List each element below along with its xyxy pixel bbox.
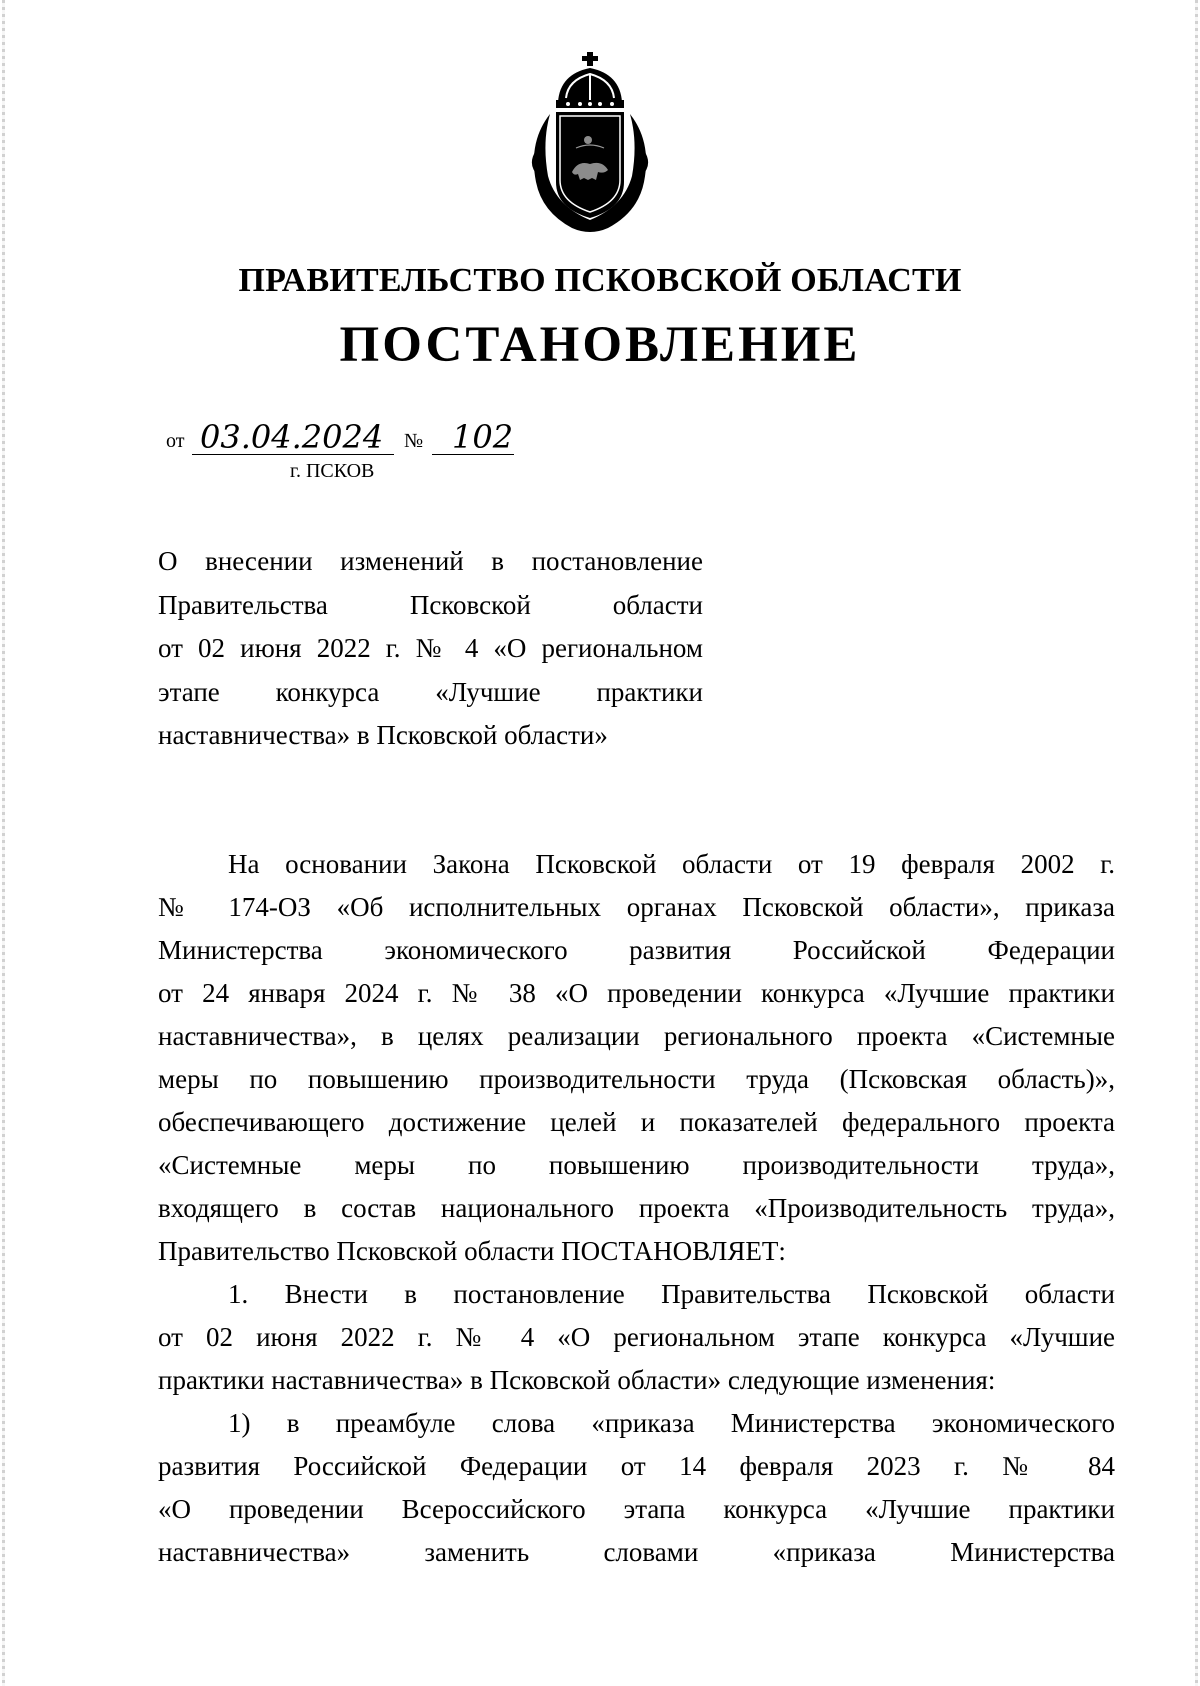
- subject-line: от 02 июня 2022 г. № 4 «О региональном: [158, 633, 703, 663]
- document-type-title: ПОСТАНОВЛЕНИЕ: [339, 317, 861, 373]
- number-prefix: №: [404, 430, 424, 452]
- body-line: «О проведении Всероссийского этапа конкурса «Лучшие практики: [158, 1494, 1115, 1524]
- date-underline: [192, 454, 394, 455]
- coat-of-arms-icon: [528, 52, 652, 236]
- city-label: г. ПСКОВ: [290, 460, 375, 482]
- body-line: «Системные меры по повышению производительности труда»,: [158, 1150, 1115, 1180]
- scan-edge-left: [2, 0, 5, 1686]
- body-line: Министерства экономического развития Российской Федерации: [158, 935, 1115, 965]
- subject-line: Правительства Псковской области: [158, 589, 703, 620]
- body-line: обеспечивающего достижение целей и показателей федерального проекта: [158, 1107, 1115, 1137]
- document-body: [158, 843, 1115, 1574]
- subject-line: О внесении изменений в постановление: [158, 546, 703, 576]
- body-line: практики наставничества» в Псковской области» следующие изменения:: [158, 1365, 996, 1395]
- scan-edge-right: [1195, 0, 1198, 1686]
- body-line: На основании Закона Псковской области от 19 февраля 2002 г.: [228, 849, 1115, 879]
- body-line: 1. Внести в постановление Правительства Псковской области: [228, 1279, 1115, 1309]
- organization-title: ПРАВИТЕЛЬСТВО ПСКОВСКОЙ ОБЛАСТИ: [238, 262, 962, 299]
- body-line: от 02 июня 2022 г. № 4 «О региональном этапе конкурса «Лучшие: [158, 1322, 1115, 1352]
- body-line: 1) в преамбуле слова «приказа Министерства экономического: [228, 1408, 1115, 1438]
- date-handwritten: 03.04.2024: [200, 418, 384, 456]
- body-line: меры по повышению производительности труда (Псковская область)»,: [158, 1064, 1115, 1094]
- body-line: наставничества», в целях реализации регионального проекта «Системные: [158, 1021, 1115, 1051]
- number-handwritten: 102: [452, 418, 514, 456]
- body-line: входящего в состав национального проекта «Производительность труда»,: [158, 1193, 1115, 1223]
- date-prefix: от: [166, 430, 185, 452]
- body-line: наставничества» заменить словами «приказа Министерства: [158, 1537, 1115, 1567]
- subject-line: этапе конкурса «Лучшие практики: [158, 676, 703, 707]
- document-subject: [158, 540, 703, 758]
- subject-line: наставничества» в Псковской области»: [158, 720, 608, 750]
- body-line: № 174-ОЗ «Об исполнительных органах Псковской области», приказа: [158, 892, 1115, 922]
- body-line: Правительство Псковской области ПОСТАНОВЛЯЕТ:: [158, 1236, 786, 1266]
- number-underline: [432, 454, 514, 455]
- body-line: развития Российской Федерации от 14 февраля 2023 г. № 84: [158, 1451, 1115, 1481]
- body-line: от 24 января 2024 г. № 38 «О проведении конкурса «Лучшие практики: [158, 978, 1115, 1008]
